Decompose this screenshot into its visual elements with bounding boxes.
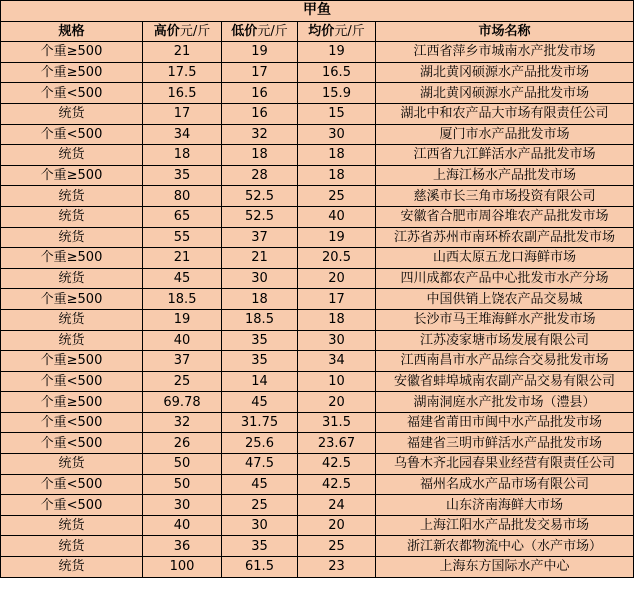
cell-spec: 个重<500	[1, 124, 143, 145]
cell-avg-price: 42.5	[298, 474, 376, 495]
cell-avg-price: 16.5	[298, 62, 376, 83]
cell-avg-price: 31.5	[298, 412, 376, 433]
cell-spec: 统货	[1, 330, 143, 351]
cell-spec: 个重≥500	[1, 42, 143, 63]
cell-spec: 统货	[1, 557, 143, 578]
cell-avg-price: 10	[298, 371, 376, 392]
table-row	[1, 145, 634, 166]
header-high-label: 高价	[153, 23, 180, 39]
cell-spec: 个重≥500	[1, 351, 143, 372]
cell-avg-price: 25	[298, 186, 376, 207]
cell-market: 福建省莆田市闽中水产品批发市场	[376, 412, 634, 433]
cell-avg-price: 15	[298, 103, 376, 124]
cell-market: 中国供销上饶农产品交易城	[376, 289, 634, 310]
table-row	[1, 536, 634, 557]
cell-spec: 个重<500	[1, 474, 143, 495]
cell-low-price: 35	[222, 536, 298, 557]
cell-avg-price: 20	[298, 392, 376, 413]
cell-avg-price: 18	[298, 165, 376, 186]
table-row	[1, 103, 634, 124]
cell-low-price: 45	[222, 392, 298, 413]
cell-high-price: 80	[143, 186, 222, 207]
cell-market: 上海江杨水产品批发市场	[376, 165, 634, 186]
cell-low-price: 61.5	[222, 557, 298, 578]
cell-high-price: 69.78	[143, 392, 222, 413]
cell-low-price: 21	[222, 248, 298, 269]
table-row	[1, 62, 634, 83]
cell-market: 安徽省蚌埠城南农副产品交易有限公司	[376, 371, 634, 392]
cell-low-price: 30	[222, 515, 298, 536]
table-row	[1, 351, 634, 372]
cell-high-price: 19	[143, 309, 222, 330]
cell-high-price: 35	[143, 165, 222, 186]
cell-avg-price: 40	[298, 206, 376, 227]
cell-high-price: 40	[143, 515, 222, 536]
cell-high-price: 40	[143, 330, 222, 351]
table-row	[1, 557, 634, 578]
cell-low-price: 18.5	[222, 309, 298, 330]
cell-avg-price: 20	[298, 268, 376, 289]
cell-avg-price: 34	[298, 351, 376, 372]
cell-low-price: 14	[222, 371, 298, 392]
cell-spec: 统货	[1, 454, 143, 475]
header-row	[1, 21, 634, 42]
cell-market: 江西省九江鲜活水产品批发市场	[376, 145, 634, 166]
cell-spec: 个重<500	[1, 371, 143, 392]
cell-low-price: 17	[222, 62, 298, 83]
cell-market: 湖北黄冈硕源水产品批发市场	[376, 83, 634, 104]
table-row	[1, 392, 634, 413]
cell-avg-price: 19	[298, 227, 376, 248]
table-row	[1, 206, 634, 227]
cell-high-price: 25	[143, 371, 222, 392]
cell-avg-price: 20	[298, 515, 376, 536]
table-row	[1, 248, 634, 269]
cell-market: 湖南洞庭水产批发市场（澧县）	[376, 392, 634, 413]
cell-high-price: 65	[143, 206, 222, 227]
cell-high-price: 21	[143, 248, 222, 269]
cell-avg-price: 15.9	[298, 83, 376, 104]
cell-high-price: 50	[143, 454, 222, 475]
cell-spec: 统货	[1, 536, 143, 557]
cell-low-price: 35	[222, 330, 298, 351]
cell-spec: 统货	[1, 515, 143, 536]
table-row	[1, 454, 634, 475]
cell-spec: 统货	[1, 268, 143, 289]
cell-high-price: 34	[143, 124, 222, 145]
cell-spec: 个重≥500	[1, 248, 143, 269]
cell-high-price: 17	[143, 103, 222, 124]
cell-market: 江西南昌市水产品综合交易批发市场	[376, 351, 634, 372]
cell-high-price: 37	[143, 351, 222, 372]
cell-market: 上海江阳水产品批发交易市场	[376, 515, 634, 536]
cell-avg-price: 23.67	[298, 433, 376, 454]
cell-low-price: 32	[222, 124, 298, 145]
cell-low-price: 37	[222, 227, 298, 248]
cell-spec: 个重≥500	[1, 165, 143, 186]
header-low-label: 低价	[231, 23, 258, 39]
cell-low-price: 25.6	[222, 433, 298, 454]
cell-low-price: 52.5	[222, 186, 298, 207]
header-high-unit: 元/斤	[179, 23, 211, 39]
cell-high-price: 18.5	[143, 289, 222, 310]
cell-market: 山东济南海鲜大市场	[376, 495, 634, 516]
cell-market: 湖北中和农产品大市场有限责任公司	[376, 103, 634, 124]
cell-low-price: 18	[222, 289, 298, 310]
table-body	[1, 42, 634, 577]
cell-spec: 个重<500	[1, 412, 143, 433]
cell-market: 慈溪市长三角市场投资有限公司	[376, 186, 634, 207]
header-low-unit: 元/斤	[257, 23, 288, 39]
table-row	[1, 124, 634, 145]
cell-market: 乌鲁木齐北园春果业经营有限责任公司	[376, 454, 634, 475]
cell-high-price: 45	[143, 268, 222, 289]
cell-high-price: 55	[143, 227, 222, 248]
cell-avg-price: 30	[298, 330, 376, 351]
cell-market: 江苏省苏州市南环桥农副产品批发市场	[376, 227, 634, 248]
cell-high-price: 100	[143, 557, 222, 578]
cell-market: 上海东方国际水产中心	[376, 557, 634, 578]
cell-spec: 个重<500	[1, 433, 143, 454]
cell-low-price: 31.75	[222, 412, 298, 433]
table-row	[1, 289, 634, 310]
cell-spec: 统货	[1, 103, 143, 124]
table-row	[1, 227, 634, 248]
cell-market: 厦门市水产品批发市场	[376, 124, 634, 145]
cell-avg-price: 18	[298, 309, 376, 330]
table-row	[1, 495, 634, 516]
cell-market: 山西太原五龙口海鲜市场	[376, 248, 634, 269]
header-avg-label: 均价	[308, 23, 335, 39]
cell-high-price: 50	[143, 474, 222, 495]
cell-market: 江西省萍乡市城南水产批发市场	[376, 42, 634, 63]
cell-low-price: 30	[222, 268, 298, 289]
header-avg-unit: 元/斤	[334, 23, 365, 39]
cell-market: 江苏凌家塘市场发展有限公司	[376, 330, 634, 351]
cell-market: 长沙市马王堆海鲜水产批发市场	[376, 309, 634, 330]
cell-avg-price: 20.5	[298, 248, 376, 269]
cell-market: 安徽省合肥市周谷堆农产品批发市场	[376, 206, 634, 227]
cell-market: 四川成都农产品中心批发市水产分场	[376, 268, 634, 289]
cell-low-price: 19	[222, 42, 298, 63]
table-row	[1, 268, 634, 289]
cell-low-price: 16	[222, 103, 298, 124]
cell-spec: 统货	[1, 206, 143, 227]
header-high-price	[143, 21, 222, 42]
cell-spec: 个重≥500	[1, 392, 143, 413]
table-row	[1, 412, 634, 433]
cell-avg-price: 23	[298, 557, 376, 578]
table-row	[1, 83, 634, 104]
cell-spec: 个重≥500	[1, 62, 143, 83]
cell-low-price: 25	[222, 495, 298, 516]
cell-market: 福州名成水产品市场有限公司	[376, 474, 634, 495]
cell-avg-price: 17	[298, 289, 376, 310]
cell-spec: 个重≥500	[1, 289, 143, 310]
cell-spec: 统货	[1, 309, 143, 330]
cell-high-price: 21	[143, 42, 222, 63]
cell-high-price: 36	[143, 536, 222, 557]
table-row	[1, 309, 634, 330]
cell-avg-price: 24	[298, 495, 376, 516]
cell-spec: 个重<500	[1, 83, 143, 104]
header-market: 市场名称	[376, 21, 634, 42]
cell-high-price: 26	[143, 433, 222, 454]
cell-avg-price: 42.5	[298, 454, 376, 475]
table-row	[1, 474, 634, 495]
cell-high-price: 17.5	[143, 62, 222, 83]
header-spec: 规格	[1, 21, 143, 42]
cell-avg-price: 30	[298, 124, 376, 145]
cell-market: 浙江新农都物流中心（水产市场）	[376, 536, 634, 557]
title-row	[1, 1, 634, 22]
table-row	[1, 186, 634, 207]
cell-spec: 统货	[1, 145, 143, 166]
cell-low-price: 35	[222, 351, 298, 372]
cell-low-price: 47.5	[222, 454, 298, 475]
cell-spec: 统货	[1, 186, 143, 207]
cell-low-price: 16	[222, 83, 298, 104]
header-avg-price	[298, 21, 376, 42]
cell-high-price: 18	[143, 145, 222, 166]
table-row	[1, 165, 634, 186]
cell-avg-price: 25	[298, 536, 376, 557]
table-title: 甲鱼	[1, 1, 634, 22]
table-row	[1, 42, 634, 63]
cell-spec: 个重<500	[1, 495, 143, 516]
cell-market: 湖北黄冈硕源水产品批发市场	[376, 62, 634, 83]
cell-high-price: 16.5	[143, 83, 222, 104]
cell-low-price: 28	[222, 165, 298, 186]
cell-low-price: 52.5	[222, 206, 298, 227]
table-row	[1, 515, 634, 536]
cell-avg-price: 18	[298, 145, 376, 166]
cell-avg-price: 19	[298, 42, 376, 63]
table-row	[1, 433, 634, 454]
cell-market: 福建省三明市鲜活水产品批发市场	[376, 433, 634, 454]
cell-low-price: 45	[222, 474, 298, 495]
table-row	[1, 330, 634, 351]
table-row	[1, 371, 634, 392]
cell-spec: 统货	[1, 227, 143, 248]
header-low-price	[222, 21, 298, 42]
cell-high-price: 32	[143, 412, 222, 433]
cell-low-price: 18	[222, 145, 298, 166]
cell-high-price: 30	[143, 495, 222, 516]
